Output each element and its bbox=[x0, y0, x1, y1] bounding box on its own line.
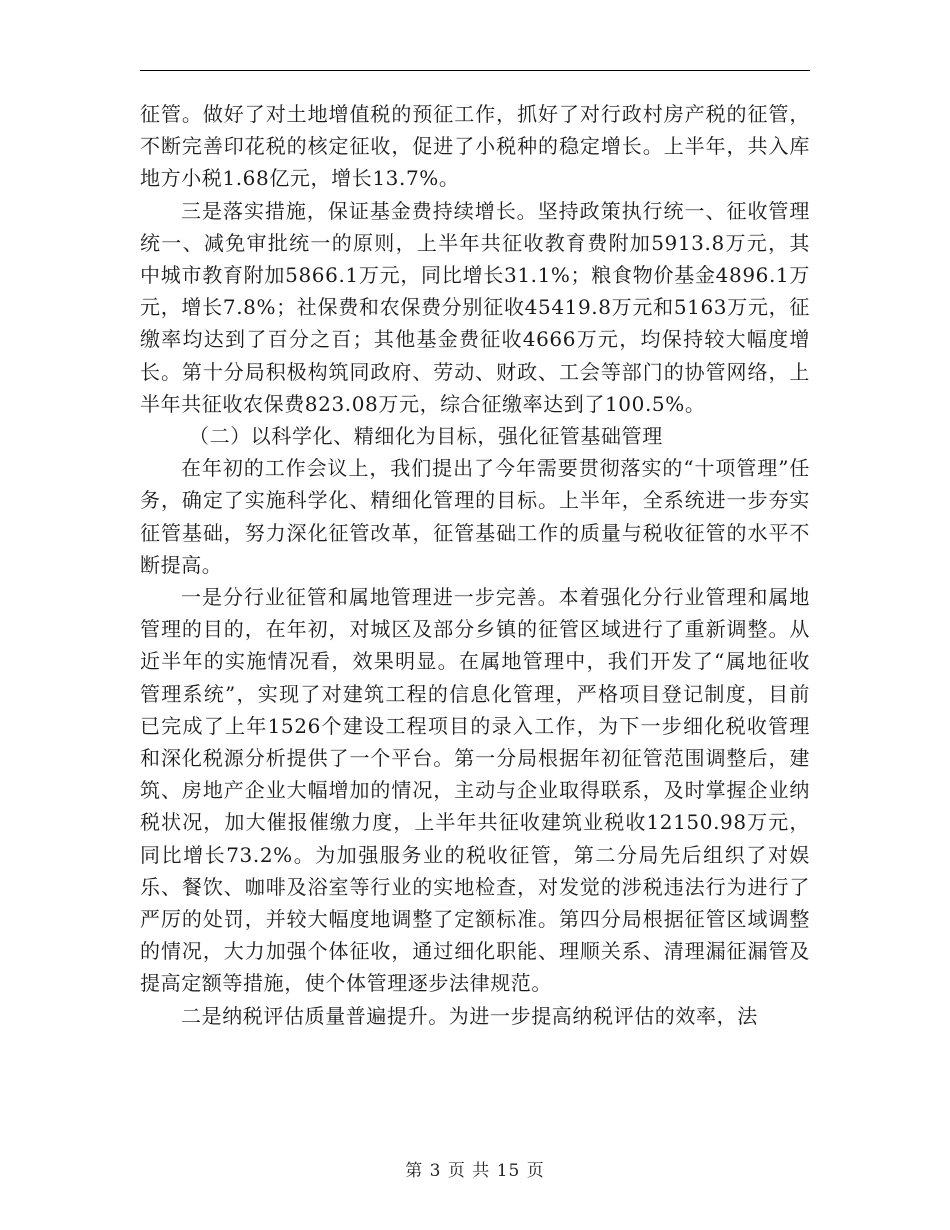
paragraph-fund-fees: 三是落实措施，保证基金费持续增长。坚持政策执行统一、征收管理统一、减免审批统一的原则，上半年共征收教育费附加5913.8万元，其中城市教育附加5866.1万元，同比增长31.1%；粮食物价基金4896.1万元，增长7.8%；社保费和农保费分别征收45419.8万元和5163万元，征缴率均达到了百分之百；其他基金费征收4666万元，均保持较大幅度增长。第十分局积极构筑同政府、劳动、财政、工会等部门的协管网络，上半年共征收农保费823.08万元，综合征缴率达到了100.5%。 bbox=[140, 198, 810, 416]
page-footer bbox=[0, 1156, 950, 1181]
footer-prefix: 第 bbox=[405, 1161, 424, 1181]
header-rule bbox=[140, 70, 810, 71]
paragraph-industry-management: 一是分行业征管和属地管理进一步完善。本着强化分行业管理和属地管理的目的，在年初，对城区及部分乡镇的征管区域进行了重新调整。从近半年的实施情况看，效果明显。在属地管理中，我们开发了“属地征收管理系统”，实现了对建筑工程的信息化管理，严格项目登记制度，目前已完成了上年1526个建设工程项目的录入工作，为下一步细化税收管理和深化税源分析提供了一个平台。第一分局根据年初征管范围调整后，建筑、房地产企业大幅增加的情况，主动与企业取得联系，及时掌握企业纳税状况，加大催报催缴力度，上半年共征收建筑业税收12150.98万元，同比增长73.2%。为加强服务业的税收征管，第二分局先后组织了对娱乐、餐饮、咖啡及浴室等行业的实地检查，对发觉的涉税违法行为进行了严厉的处罚，并较大幅度地调整了定额标准。第四分局根据征管区域调整的情况，大力加强个体征收，通过细化职能、理顺关系、清理漏征漏管及提高定额等措施，使个体管理逐步法律规范。 bbox=[140, 585, 810, 996]
paragraph-work-meeting: 在年初的工作会议上，我们提出了今年需要贯彻落实的“十项管理”任务，确定了实施科学化、精细化管理的目标。上半年，全系统进一步夯实征管基础，努力深化征管改革，征管基础工作的质量与税收征管的水平不断提高。 bbox=[140, 456, 810, 577]
paragraph-tax-assessment: 二是纳税评估质量普遍提升。为进一步提高纳税评估的效率，法 bbox=[181, 1003, 758, 1028]
footer-suffix: 页 bbox=[526, 1161, 545, 1181]
paragraph-continuation: 征管。做好了对土地增值税的预征工作，抓好了对行政村房产税的征管，不断完善印花税的核定征收，促进了小税种的稳定增长。上半年，共入库地方小税1.68亿元，增长13.7%。 bbox=[140, 102, 810, 191]
section-heading: （二）以科学化、精细化为目标，强化征管基础管理 bbox=[189, 424, 663, 449]
document-body bbox=[140, 98, 810, 1032]
footer-current-page: 3 bbox=[429, 1161, 442, 1181]
footer-middle: 页 共 bbox=[447, 1161, 491, 1181]
footer-total-pages: 15 bbox=[496, 1161, 521, 1181]
